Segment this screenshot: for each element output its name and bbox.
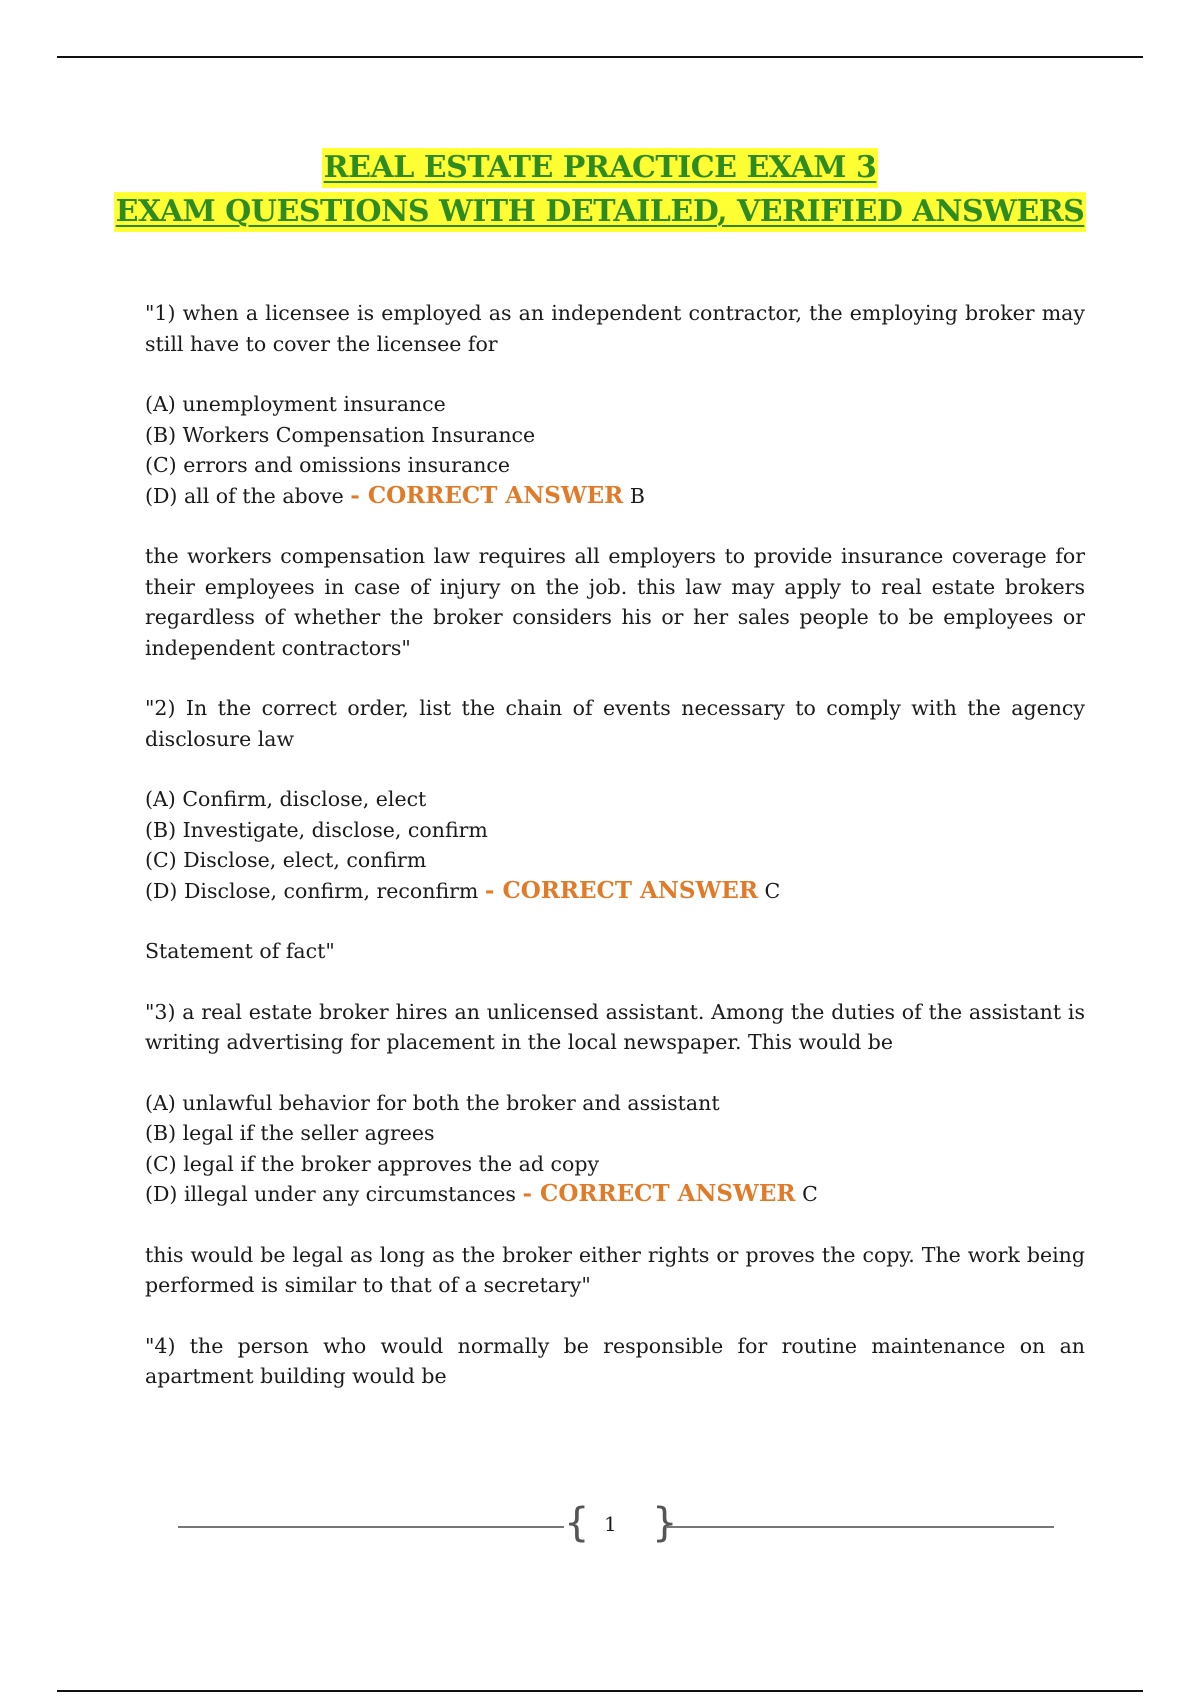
footer-rule-right bbox=[666, 1526, 1054, 1528]
document-body bbox=[145, 298, 1085, 1392]
page-footer bbox=[178, 1500, 1054, 1546]
question-1-option-a: (A) unemployment insurance bbox=[145, 392, 446, 416]
title-line-2: EXAM QUESTIONS WITH DETAILED, VERIFIED ANSWERS bbox=[114, 192, 1087, 232]
footer-rule bbox=[57, 1690, 1143, 1692]
page-number: 1 bbox=[604, 1512, 617, 1536]
question-1-answer: B bbox=[629, 483, 645, 508]
correct-answer-label: - CORRECT ANSWER bbox=[350, 481, 624, 509]
question-1-explanation: the workers compensation law requires all employers to provide insurance coverage for their employees in case of injury on the job. this law may apply to real estate brokers regardless of whether the broker considers his or her sales people to be employees or independent contractors" bbox=[145, 544, 1085, 660]
correct-answer-label: - CORRECT ANSWER bbox=[484, 876, 758, 904]
question-2-option-a: (A) Confirm, disclose, elect bbox=[145, 787, 427, 811]
question-1-stem: "1) when a licensee is employed as an independent contractor, the employing broker may still have to cover the licensee for bbox=[145, 301, 1085, 356]
footer-rule-left bbox=[178, 1526, 564, 1528]
question-3-option-d: (D) illegal under any circumstances bbox=[145, 1182, 516, 1206]
right-brace-icon: } bbox=[652, 1500, 678, 1546]
question-2-option-b: (B) Investigate, disclose, confirm bbox=[145, 817, 488, 842]
question-3-option-a: (A) unlawful behavior for both the broker and assistant bbox=[145, 1090, 720, 1115]
question-2-answer: C bbox=[764, 878, 781, 903]
title-line-1: REAL ESTATE PRACTICE EXAM 3 bbox=[322, 148, 879, 188]
question-2-stem: "2) In the correct order, list the chain of events necessary to comply with the agency disclosure law bbox=[145, 696, 1085, 751]
question-3-answer: C bbox=[802, 1182, 818, 1206]
left-brace-icon: { bbox=[564, 1500, 590, 1546]
question-1-option-d-line bbox=[145, 481, 1085, 512]
question-3-option-d-line bbox=[145, 1179, 1085, 1210]
question-3-option-b: (B) legal if the seller agrees bbox=[145, 1121, 435, 1145]
question-2-option-d: (D) Disclose, confirm, reconfirm bbox=[145, 878, 479, 903]
question-4-stem: "4) the person who would normally be responsible for routine maintenance on an apartment building would be bbox=[145, 1333, 1085, 1388]
question-1-option-d: (D) all of the above bbox=[145, 483, 344, 508]
question-2-explanation: Statement of fact" bbox=[145, 939, 335, 963]
correct-answer-label: - CORRECT ANSWER bbox=[522, 1180, 796, 1207]
question-3-option-c: (C) legal if the broker approves the ad copy bbox=[145, 1151, 600, 1176]
question-3-explanation: this would be legal as long as the broker either rights or proves the copy. The work being performed is similar to that of a secretary" bbox=[145, 1242, 1085, 1297]
document-title bbox=[0, 146, 1200, 234]
question-1-option-b: (B) Workers Compensation Insurance bbox=[145, 422, 536, 447]
question-2-option-d-line bbox=[145, 876, 1085, 907]
question-3-stem: "3) a real estate broker hires an unlicensed assistant. Among the duties of the assistant is writing advertising for placement in the local newspaper. This would be bbox=[145, 999, 1085, 1054]
header-rule bbox=[57, 56, 1143, 58]
question-1-option-c: (C) errors and omissions insurance bbox=[145, 453, 511, 477]
question-2-option-c: (C) Disclose, elect, confirm bbox=[145, 848, 427, 872]
